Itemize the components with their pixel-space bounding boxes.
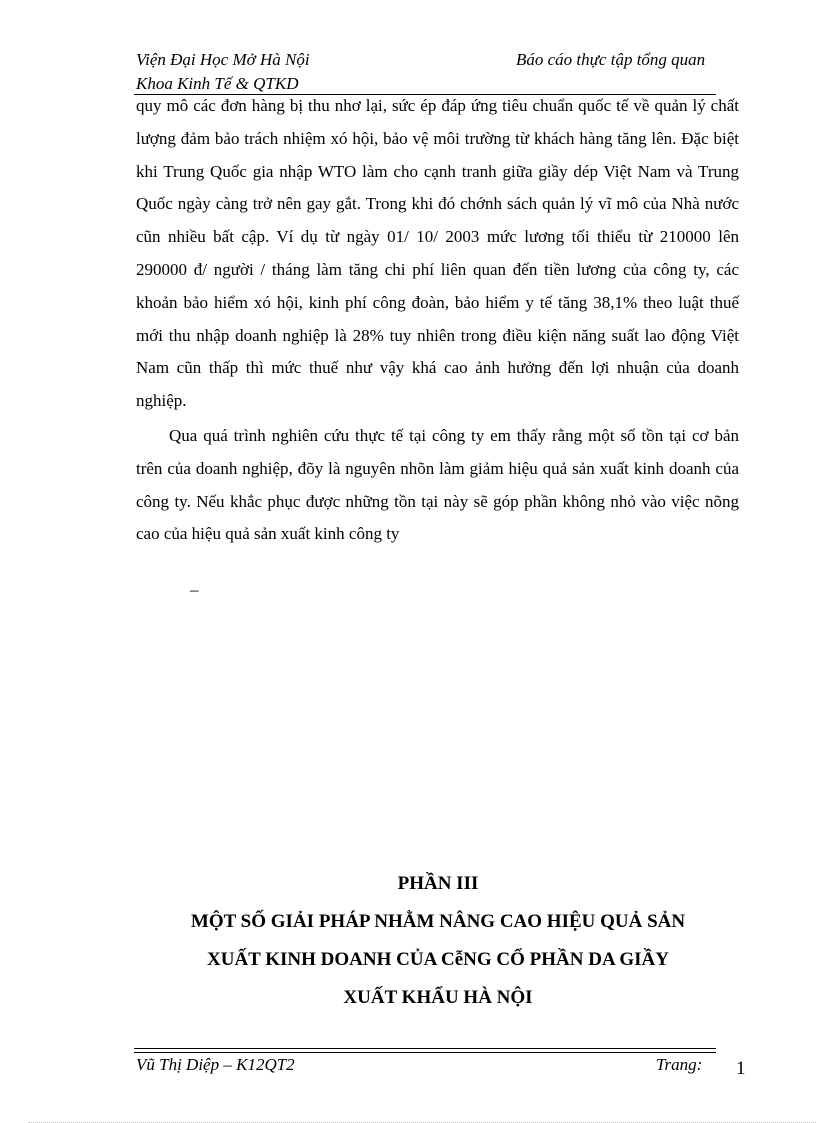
header-institution: Viện Đại Học Mở Hà Nội [136,50,310,69]
footer-divider-bottom [134,1052,716,1053]
section-title-line-1: MỘT SỐ GIẢI PHÁP NHẰM NÂNG CAO HIỆU QUẢ SẢN [190,911,686,932]
footer-page-label: Trang: [656,1055,703,1074]
page-header-left [136,48,310,96]
body-paragraph-1: quy mô các đơn hàng bị thu nhơ lại, sức ép đáp ứng tiêu chuẩn quốc tế về quản lý chất lượng đảm bảo trách nhiệm xó hội, bảo vệ môi trường từ khách hàng tăng lên. Đặc biệt khi Trung Quốc gia nhập WTO làm cho cạnh tranh giữa giầy dép Việt Nam và Trung Quốc ngày càng trở nên gay gắt. Trong khi đó chớnh sách quản lý vĩ mô của Nhà nước cũn nhiều bất cập. Ví dụ từ ngày 01/ 10/ 2003 mức lương tối thiểu từ 210000 lên 290000 đ/ người / tháng làm tăng chi phí liên quan đến tiền lương của công ty, các khoản bảo hiểm xó hội, kinh phí công đoàn, bảo hiểm y tế tăng 38,1% theo luật thuế mới thu nhập doanh nghiệp là 28% tuy nhiên trong điều kiện năng suất lao động Việt Nam cũn thấp thì mức thuế như vậy khá cao ảnh hưởng đến lợi nhuận của doanh nghiệp. [136,96,739,411]
footer-author: Vũ Thị Diệp – K12QT2 [136,1055,295,1074]
section-heading [136,865,740,1017]
body-paragraph-2: Qua quá trình nghiên cứu thực tế tại công ty em thấy rằng một số tồn tại cơ bản trên của doanh nghiệp, đõy là nguyên nhõn làm giảm hiệu quả sản xuất kinh doanh của công ty. Nếu khắc phục được những tồn tại này sẽ góp phần không nhỏ vào việc nõng cao của hiệu quả sản xuất kinh công ty [136,425,739,544]
header-faculty: Khoa Kinh Tế & QTKD [136,74,299,93]
section-title-line-3: XUẤT KHẨU HÀ NỘI [343,987,533,1008]
section-part-label: PHẦN III [397,873,479,894]
header-report-title: Báo cáo thực tập tổng quan [516,50,706,69]
dash-mark: – [190,580,199,599]
footer-divider-top [134,1048,716,1049]
section-title-line-2: XUẤT KINH DOANH CỦA CễNG CỔ PHẦN DA GIẦY [207,949,669,970]
document-body [136,90,739,551]
page-number: 1 [736,1058,746,1079]
